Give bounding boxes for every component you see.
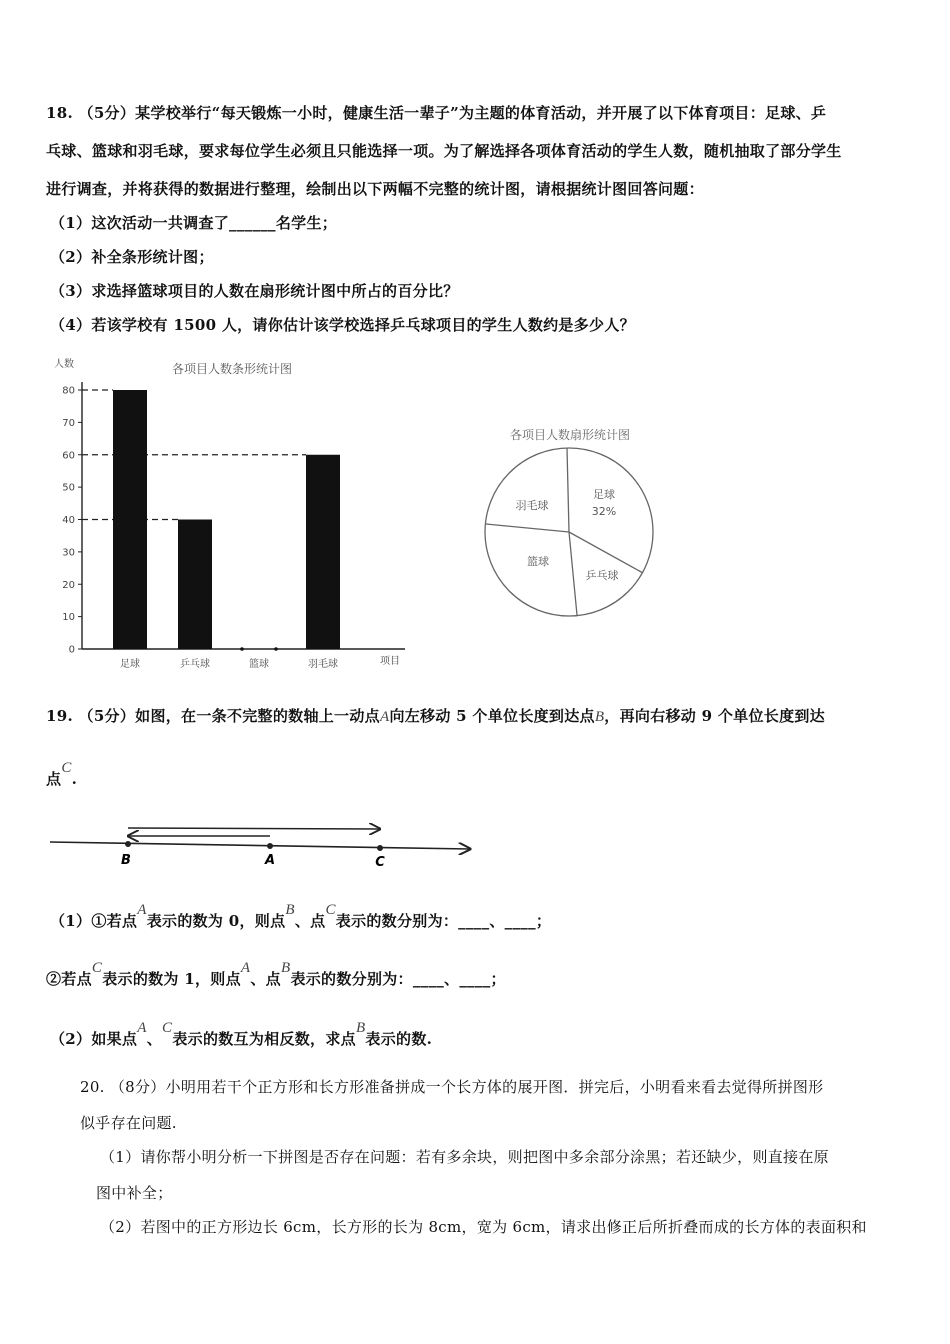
q19-text-4: 点	[46, 770, 62, 788]
q19-s3-text-4: 表示的数.	[365, 1030, 433, 1048]
bar-chart-y-label: 人数	[54, 359, 74, 370]
q19-sub-1	[50, 902, 552, 931]
pie-chart	[460, 422, 680, 632]
q18-line-2: 乓球、篮球和羽毛球，要求每位学生必须且只能选择一项。为了解选择各项体育活动的学生人数，随机抽取了部分学生	[46, 142, 842, 160]
pie-divider	[567, 448, 569, 532]
axis-label-a: A	[264, 853, 276, 868]
q19-text-3: ，再向右移动 9 个单位长度到达	[604, 707, 825, 725]
point-a-label: A	[240, 960, 251, 976]
point-b-label: B	[280, 960, 291, 976]
y-tick-label: 30	[62, 547, 75, 559]
q19-s3-text-1: （2）如果点	[50, 1030, 138, 1048]
axis-label-c: C	[375, 855, 385, 870]
point-b-dot	[125, 841, 131, 847]
pie-label-football: 足球	[593, 488, 615, 501]
pie-label-basketball: 篮球	[527, 555, 549, 568]
point-a-dot	[267, 843, 273, 849]
pie-divider	[569, 532, 577, 615]
point-a-label: A	[379, 709, 390, 725]
point-c-label: C	[61, 760, 72, 776]
x-tick-label: 足球	[120, 659, 140, 670]
q18-line-3: 进行调查，并将获得的数据进行整理，绘制出以下两幅不完整的统计图，请根据统计图回答问题：	[46, 180, 704, 198]
q18-line-1: 18. （5分）某学校举行“每天锻炼一小时，健康生活一辈子”为主题的体育活动，并开展了以下体育项目：足球、乒	[46, 104, 827, 122]
q19-s2-text-1: ②若点	[46, 970, 92, 988]
q18-sub-1: （1）这次活动一共调查了______名学生；	[50, 214, 338, 232]
move-right-arrow	[128, 828, 380, 829]
pie-divider	[569, 532, 643, 573]
q18-sub-2: （2）补全条形统计图；	[50, 248, 214, 266]
q19-s1-text-1: （1）①若点	[50, 912, 138, 930]
y-tick-label: 20	[62, 579, 75, 591]
point-b-label: B	[355, 1020, 366, 1036]
point-c-dot	[377, 845, 383, 851]
x-tick-label: 篮球	[249, 659, 269, 670]
bar-chart	[50, 348, 420, 678]
pie-divider	[486, 524, 569, 532]
y-tick-label: 0	[68, 644, 75, 656]
x-tick-label: 乒乓球	[180, 659, 210, 670]
bar-0	[113, 390, 147, 649]
q19-s3-text-3: 表示的数互为相反数，求点	[172, 1030, 356, 1048]
q19-s3-text-2: 、	[146, 1030, 163, 1048]
point-b-label: B	[594, 709, 605, 725]
y-tick-label: 80	[62, 385, 75, 397]
q19-line-1	[46, 705, 825, 726]
number-line-axis	[50, 842, 470, 849]
point-c-label: C	[325, 902, 336, 918]
bar-chart-title: 各项目人数条形统计图	[171, 362, 293, 376]
y-tick-label: 40	[62, 515, 75, 526]
q20-sub-1b: 图中补全；	[96, 1184, 173, 1202]
bar-3	[306, 455, 340, 649]
q19-sub-3	[50, 1020, 433, 1049]
axis-label-b: B	[121, 853, 131, 868]
q20-line-1: 20. （8分）小明用若干个正方形和长方形准备拼成一个长方体的展开图．拼完后，小明看来看去觉得所拼图形	[80, 1078, 824, 1096]
y-tick-label: 50	[62, 482, 75, 494]
q19-s1-text-4: 表示的数分别为：____、____；	[335, 912, 552, 930]
x-tick-label: 羽毛球	[308, 659, 338, 670]
point-b-label: B	[285, 902, 295, 918]
bar-chart-x-label: 项目	[380, 656, 400, 667]
q19-s1-text-3: 、点	[294, 912, 326, 930]
q20-sub-1a: （1）请你帮小明分析一下拼图是否存在问题：若有多余块，则把图中多余部分涂黑；若还缺少，则直接在原	[100, 1148, 829, 1166]
y-tick-label: 10	[62, 612, 75, 624]
q19-s1-text-2: 表示的数为 0，则点	[146, 912, 286, 930]
q20-line-2: 似乎存在问题.	[80, 1114, 177, 1132]
q18-sub-4: （4）若该学校有 1500 人，请你估计该学校选择乒乓球项目的学生人数约是多少人？	[50, 316, 635, 334]
number-line-figure	[46, 818, 486, 878]
point-a-label: A	[137, 1020, 147, 1036]
pie-label-football-percent: 32%	[591, 505, 617, 518]
q19-s2-text-3: 、点	[250, 970, 281, 988]
pie-label-pingpong: 乒乓球	[585, 569, 619, 582]
q18-sub-3: （3）求选择篮球项目的人数在扇形统计图中所占的百分比？	[50, 282, 459, 300]
q19-text-5: .	[71, 770, 78, 788]
bar-2-marker	[274, 647, 278, 651]
y-tick-label: 60	[62, 450, 75, 462]
q19-sub-2	[46, 960, 506, 989]
pie-chart-title: 各项目人数扇形统计图	[509, 428, 631, 442]
point-c-label: C	[91, 960, 103, 976]
q19-line-2	[46, 760, 78, 789]
bar-2-marker	[240, 647, 244, 651]
q19-text-1: 19. （5分）如图，在一条不完整的数轴上一动点	[46, 707, 380, 725]
bar-1	[178, 520, 212, 650]
y-tick-label: 70	[62, 417, 75, 429]
q19-s2-text-2: 表示的数为 1，则点	[102, 970, 241, 988]
pie-label-badminton: 羽毛球	[515, 499, 549, 512]
q20-sub-2: （2）若图中的正方形边长 6cm，长方形的长为 8cm，宽为 6cm，请求出修正后所折叠而成的长方体的表面积和	[100, 1218, 867, 1236]
point-c-label: C	[162, 1020, 173, 1036]
q19-text-2: 向左移动 5 个单位长度到达点	[389, 707, 595, 725]
point-a-label: A	[137, 902, 147, 918]
q19-s2-text-4: 表示的数分别为：____、____；	[290, 970, 506, 988]
